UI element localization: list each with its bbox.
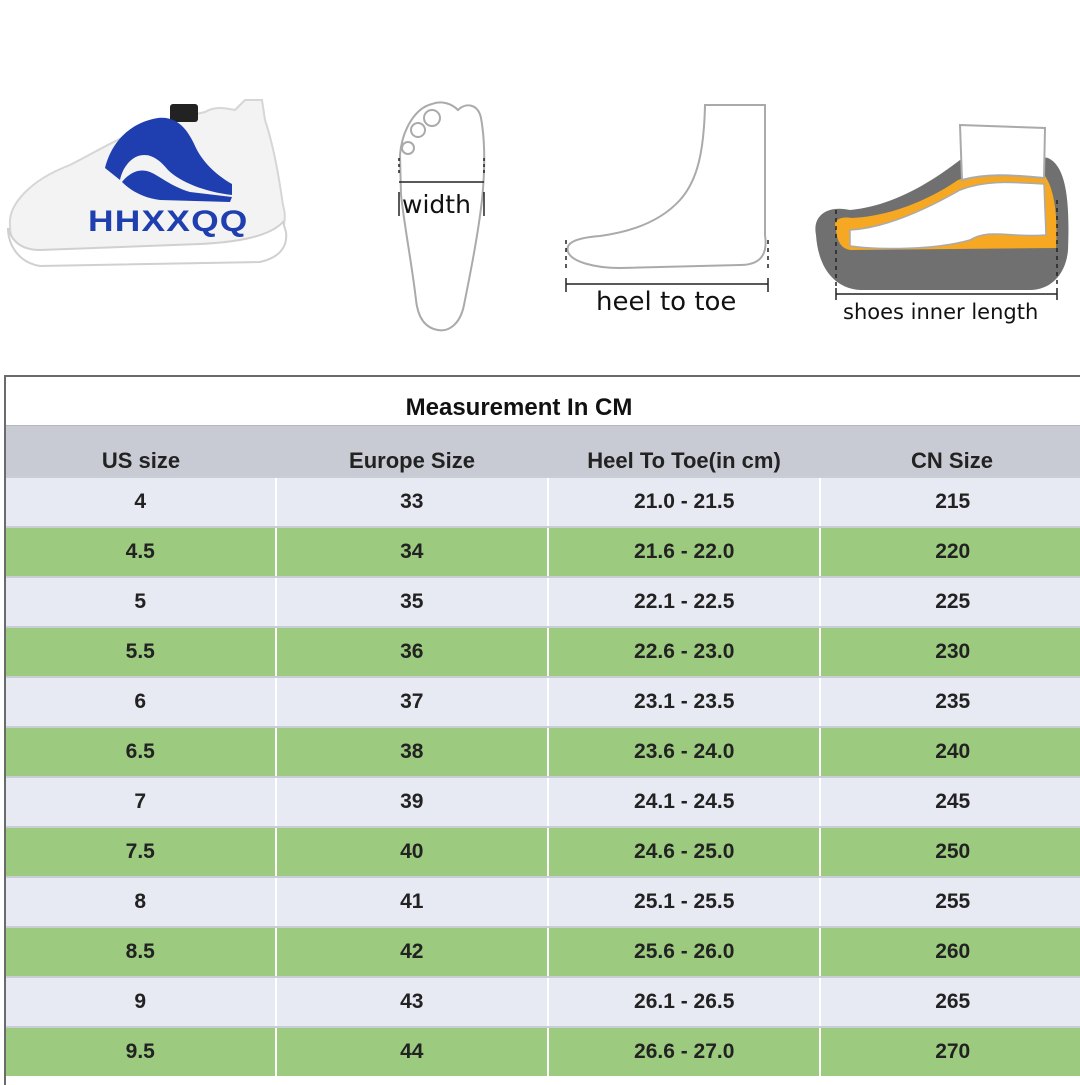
cell-cn-size: 225: [935, 590, 971, 613]
cell-cn-size: 265: [935, 990, 971, 1013]
cell-europe-size: 36: [277, 628, 549, 676]
sneaker-image: [8, 100, 286, 266]
cell-europe-size: 34: [277, 528, 549, 576]
cell-us-size: 9: [6, 978, 277, 1026]
table-row: [6, 526, 1080, 576]
cell-heel-to-toe: 24.1 - 24.5: [549, 778, 821, 826]
cell-us-size: 8: [6, 878, 277, 926]
cell-heel-to-toe: 26.6 - 27.0: [549, 1028, 821, 1076]
cell-cn-size: 240: [935, 740, 971, 763]
cell-europe-size: 43: [277, 978, 549, 1026]
cell-heel-to-toe: 24.6 - 25.0: [549, 828, 821, 876]
header-heel-to-toe: Heel To Toe(in cm): [587, 448, 781, 473]
cell-heel-to-toe: 23.6 - 24.0: [549, 728, 821, 776]
cell-europe-size: 42: [277, 928, 549, 976]
table-body: [6, 476, 1080, 1076]
cell-heel-to-toe: 25.6 - 26.0: [549, 928, 821, 976]
cell-cn-size: 230: [935, 640, 971, 663]
table-row: [6, 576, 1080, 626]
table-title: Measurement In CM: [405, 394, 633, 421]
brand-logo-text: HHXXQQ: [88, 205, 249, 238]
table-row: [6, 876, 1080, 926]
cell-cn-size: 220: [935, 540, 971, 563]
table-row: [6, 1026, 1080, 1076]
table-row: [6, 976, 1080, 1026]
cell-us-size: 8.5: [6, 928, 277, 976]
header-europe-size: Europe Size: [349, 448, 475, 473]
table-header-row: [6, 425, 1080, 476]
cell-us-size: 5: [6, 578, 277, 626]
cell-cn-size: 235: [935, 690, 971, 713]
header-us-size: US size: [101, 448, 181, 473]
table-row: [6, 676, 1080, 726]
foot-side-diagram: [567, 105, 765, 268]
cell-heel-to-toe: 25.1 - 25.5: [549, 878, 821, 926]
cell-heel-to-toe: 21.0 - 21.5: [549, 478, 821, 526]
cell-europe-size: 37: [277, 678, 549, 726]
cell-cn-size: 270: [935, 1040, 971, 1063]
cell-europe-size: 39: [277, 778, 549, 826]
cell-heel-to-toe: 22.6 - 23.0: [549, 628, 821, 676]
cell-us-size: 7.5: [6, 828, 277, 876]
table-row: [6, 476, 1080, 526]
cell-europe-size: 38: [277, 728, 549, 776]
cell-cn-size: 260: [935, 940, 971, 963]
table-row: [6, 726, 1080, 776]
cell-heel-to-toe: 21.6 - 22.0: [549, 528, 821, 576]
shoe-cross-section: [815, 125, 1068, 290]
cell-europe-size: 35: [277, 578, 549, 626]
cell-us-size: 9.5: [6, 1028, 277, 1076]
table-row: [6, 626, 1080, 676]
cell-heel-to-toe: 26.1 - 26.5: [549, 978, 821, 1026]
cell-us-size: 6.5: [6, 728, 277, 776]
inner-length-label: shoes inner length: [843, 300, 1039, 324]
width-label: width: [402, 190, 471, 219]
header-cn-size: CN Size: [911, 448, 993, 473]
cell-cn-size: 255: [935, 890, 971, 913]
table-row: [6, 826, 1080, 876]
cell-europe-size: 41: [277, 878, 549, 926]
cell-us-size: 7: [6, 778, 277, 826]
cell-us-size: 6: [6, 678, 277, 726]
cell-cn-size: 250: [935, 840, 971, 863]
measurement-illustrations: [0, 0, 1080, 360]
cell-europe-size: 33: [277, 478, 549, 526]
cell-us-size: 5.5: [6, 628, 277, 676]
cell-cn-size: 245: [935, 790, 971, 813]
cell-us-size: 4: [6, 478, 277, 526]
cell-europe-size: 40: [277, 828, 549, 876]
cell-us-size: 4.5: [6, 528, 277, 576]
size-chart-table: [4, 375, 1080, 1085]
cell-heel-to-toe: 23.1 - 23.5: [549, 678, 821, 726]
cell-heel-to-toe: 22.1 - 22.5: [549, 578, 821, 626]
cell-cn-size: 215: [935, 490, 971, 513]
heel-to-toe-label: heel to toe: [596, 287, 737, 317]
table-row: [6, 926, 1080, 976]
table-row: [6, 776, 1080, 826]
cell-europe-size: 44: [277, 1028, 549, 1076]
